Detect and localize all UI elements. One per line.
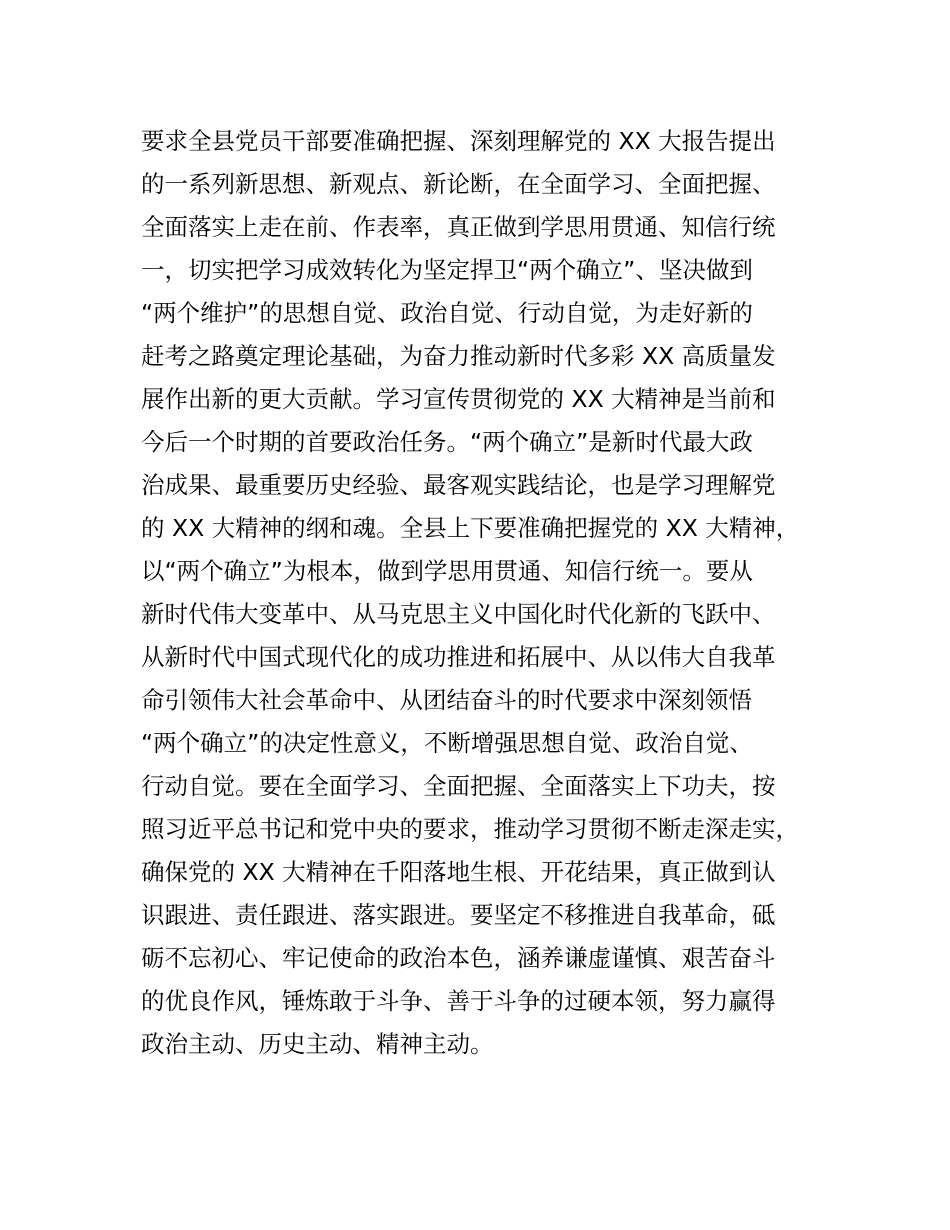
text-line-4: 一，切实把学习成效转化为坚定捍卫“两个确立”、坚决做到 bbox=[141, 256, 753, 284]
text-line-22: 政治主动、历史主动、精神主动。 bbox=[141, 1030, 494, 1058]
body-paragraph bbox=[141, 120, 841, 1066]
text-line-18: 确保党的 XX 大精神在千阳落地生根、开花结果，真正做到认 bbox=[141, 858, 776, 886]
text-line-11: 以“两个确立”为根本，做到学思用贯通、知信行统一。要从 bbox=[141, 557, 753, 585]
text-line-20: 砺不忘初心、牢记使命的政治本色，涵养谦虚谨慎、艰苦奋斗 bbox=[141, 944, 776, 972]
text-line-7: 展作出新的更大贡献。学习宣传贯彻党的 XX 大精神是当前和 bbox=[141, 385, 776, 413]
text-line-3: 全面落实上走在前、作表率，真正做到学思用贯通、知信行统 bbox=[141, 213, 776, 241]
text-line-9: 治成果、最重要历史经验、最客观实践结论，也是学习理解党 bbox=[141, 471, 776, 499]
text-line-21: 的优良作风，锤炼敢于斗争、善于斗争的过硬本领，努力赢得 bbox=[141, 987, 776, 1015]
text-line-1: 要求全县党员干部要准确把握、深刻理解党的 XX 大报告提出 bbox=[141, 127, 776, 155]
text-line-2: 的一系列新思想、新观点、新论断，在全面学习、全面把握、 bbox=[141, 170, 776, 198]
text-line-12: 新时代伟大变革中、从马克思主义中国化时代化新的飞跃中、 bbox=[141, 600, 776, 628]
text-line-8: 今后一个时期的首要政治任务。“两个确立”是新时代最大政 bbox=[141, 428, 753, 456]
text-line-6: 赶考之路奠定理论基础，为奋力推动新时代多彩 XX 高质量发 bbox=[141, 342, 776, 370]
text-line-15: “两个确立”的决定性意义，不断增强思想自觉、政治自觉、 bbox=[141, 729, 753, 757]
text-line-13: 从新时代中国式现代化的成功推进和拓展中、从以伟大自我革 bbox=[141, 643, 776, 671]
text-line-17: 照习近平总书记和党中央的要求，推动学习贯彻不断走深走实， bbox=[141, 815, 799, 843]
text-line-14: 命引领伟大社会革命中、从团结奋斗的时代要求中深刻领悟 bbox=[141, 686, 752, 714]
text-line-10: 的 XX 大精神的纲和魂。全县上下要准确把握党的 XX 大精神， bbox=[141, 514, 800, 542]
text-line-16: 行动自觉。要在全面学习、全面把握、全面落实上下功夫，按 bbox=[141, 772, 776, 800]
text-line-19: 识跟进、责任跟进、落实跟进。要坚定不移推进自我革命，砥 bbox=[141, 901, 776, 929]
text-line-5: “两个维护”的思想自觉、政治自觉、行动自觉，为走好新的 bbox=[141, 299, 753, 327]
